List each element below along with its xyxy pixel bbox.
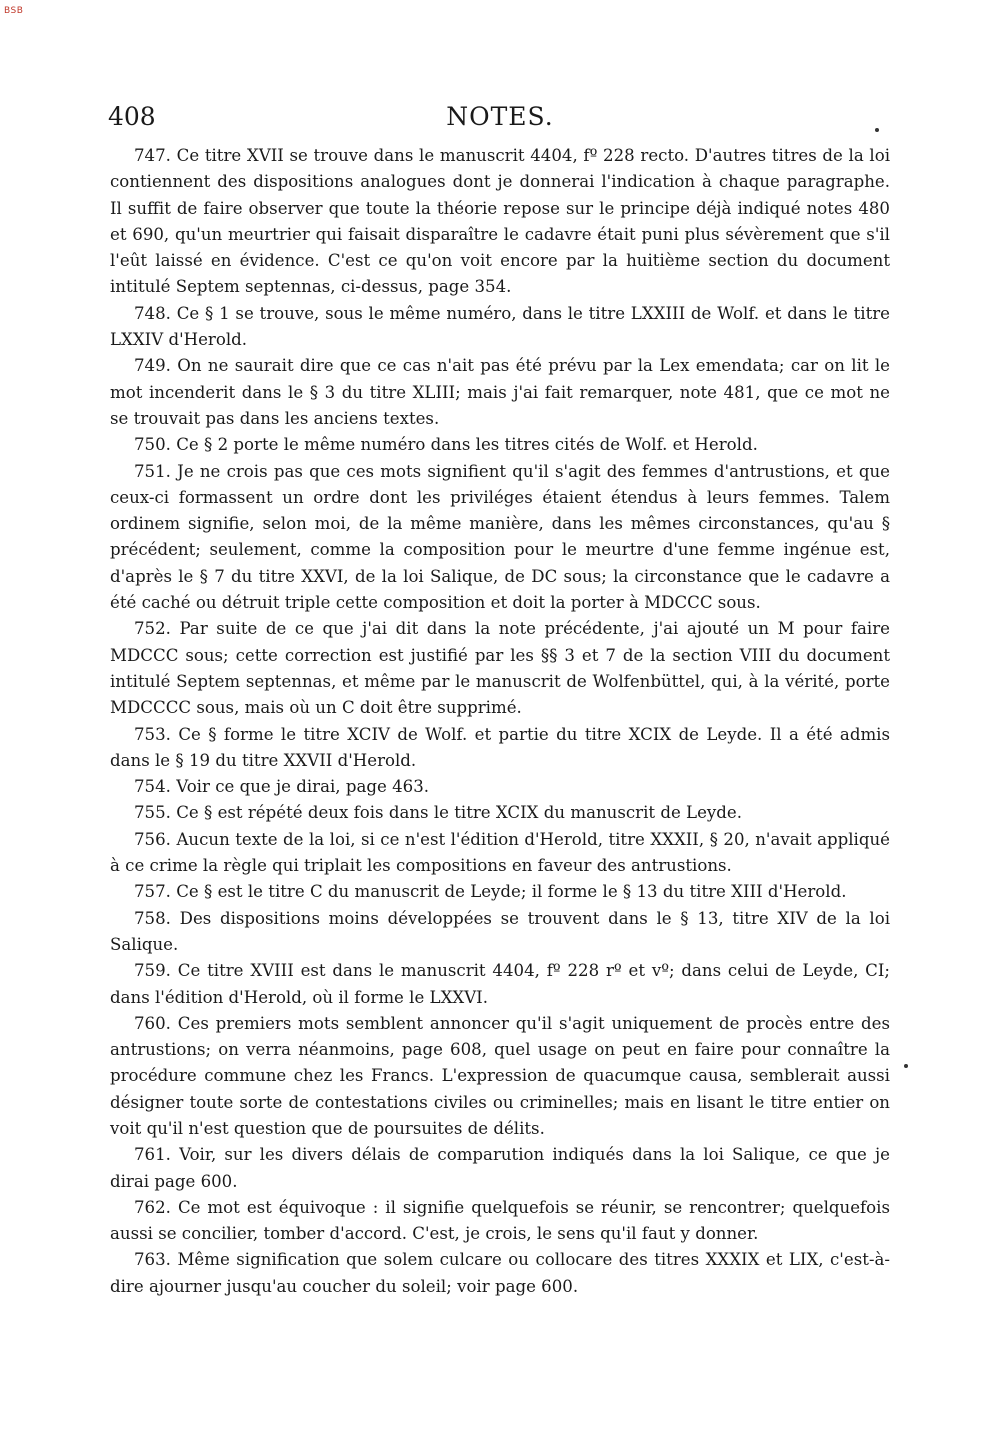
note-753 (110, 722, 890, 775)
note-757 (110, 879, 890, 905)
note-number: 756. (134, 829, 171, 849)
note-748 (110, 301, 890, 354)
note-number: 753. (134, 724, 171, 744)
note-text: On ne saurait dire que ce cas n'ait pas été prévu par la Lex emendata; car on lit le mot incenderit dans le § 3 du titre XLIII; mais j'ai fait remarquer, note 481, que ce mot ne se trouvait pas dans les anciens textes. (110, 356, 890, 428)
note-759 (110, 958, 890, 1011)
note-763 (110, 1247, 890, 1300)
note-751 (110, 459, 890, 617)
note-text: Je ne crois pas que ces mots signifient qu'il s'agit des femmes d'antrustions, et que ceux-ci formassent un ordre dont les priviléges étaient étendus à leurs femmes. Talem ordinem signifie, selon moi, de la même manière, dans les mêmes circonstances, qu'au § précédent; seulement, comme la composition pour le meurtre d'une femme ingénue est, d'après le § 7 du titre XXVI, de la loi Salique, de DC sous; la circonstance que le cadavre a été caché ou détruit triple cette composition et doit la porter à MDCCC sous. (110, 461, 890, 613)
note-762 (110, 1195, 890, 1248)
note-number: 751. (134, 461, 171, 481)
note-text: Ce § forme le titre XCIV de Wolf. et partie du titre XCIX de Leyde. Il a été admis dans le § 19 du titre XXVII d'Herold. (110, 724, 890, 770)
note-number: 758. (134, 908, 171, 928)
note-750 (110, 432, 890, 458)
note-number: 749. (134, 356, 171, 376)
note-755 (110, 800, 890, 826)
note-number: 763. (134, 1250, 171, 1270)
note-number: 760. (134, 1013, 171, 1033)
note-761 (110, 1142, 890, 1195)
note-text: Même signification que solem culcare ou collocare des titres XXXIX et LIX, c'est-à-dire ajourner jusqu'au coucher du soleil; voir page 600. (110, 1250, 890, 1296)
note-text: Des dispositions moins développées se trouvent dans le § 13, titre XIV de la loi Salique. (110, 908, 891, 954)
note-number: 761. (134, 1145, 171, 1165)
note-text: Par suite de ce que j'ai dit dans la note précédente, j'ai ajouté un M pour faire MDCCC sous; cette correction est justifié par les §§ 3 et 7 de la section VIII du document intitulé Septem septennas, et même par le manuscrit de Wolfenbüttel, qui, à la vérité, porte MDCCCC sous, mais où un C doit être supprimé. (110, 619, 890, 718)
note-text: Ce § 2 porte le même numéro dans les titres cités de Wolf. et Herold. (176, 435, 758, 455)
note-number: 754. (134, 777, 171, 797)
note-756 (110, 827, 890, 880)
note-number: 757. (134, 882, 171, 902)
note-text: Ce mot est équivoque : il signifie quelquefois se réunir, se rencontrer; quelquefois aussi se concilier, tomber d'accord. C'est, je crois, le sens qu'il faut y donner. (110, 1197, 890, 1244)
note-747 (110, 143, 890, 301)
note-number: 752. (134, 619, 171, 639)
note-number: 750. (134, 435, 171, 455)
notes-body (110, 143, 890, 1300)
note-text: Ce § est le titre C du manuscrit de Leyde; il forme le § 13 du titre XIII d'Herold. (176, 882, 847, 902)
note-749 (110, 353, 890, 432)
note-text: Ces premiers mots semblent annoncer qu'il s'agit uniquement de procès entre des antrustions; on verra néanmoins, page 608, quel usage on peut en faire pour connaître la procédure commune chez les Francs. L'expression de quacumque causa, semblerait aussi désigner toute sorte de contestations civiles ou criminelles; mais en lisant le titre entier on voit qu'il n'est question que de poursuites de délits. (110, 1013, 891, 1138)
note-text: Voir ce que je dirai, page 463. (176, 777, 430, 797)
note-752 (110, 616, 890, 721)
note-text: Ce titre XVIII est dans le manuscrit 4404, fº 228 rº et vº; dans celui de Leyde, CI; dans l'édition d'Herold, où il forme le LXXVI. (110, 961, 891, 1007)
note-number: 759. (134, 961, 171, 981)
note-text: Ce titre XVII se trouve dans le manuscrit 4404, fº 228 recto. D'autres titres de la loi contiennent des dispositions analogues dont je donnerai l'indication à chaque paragraphe. Il suffit de faire observer que toute la théorie repose sur le principe déjà indiqué notes 480 et 690, qu'un meurtrier qui faisait disparaître le cadavre était puni plus sévèrement que s'il l'eût laissé en évidence. C'est ce qu'on voit encore par la huitième section du document intitulé Septem septennas, ci-dessus, page 354. (110, 146, 891, 297)
note-text: Ce § est répété deux fois dans le titre XCIX du manuscrit de Leyde. (176, 803, 742, 823)
note-text: Ce § 1 se trouve, sous le même numéro, dans le titre LXXIII de Wolf. et dans le titre LXXIV d'Herold. (110, 303, 890, 350)
note-text: Aucun texte de la loi, si ce n'est l'édition d'Herold, titre XXXII, § 20, n'avait appliqué à ce crime la règle qui triplait les compositions en faveur des antrustions. (110, 829, 890, 876)
note-number: 747. (134, 146, 171, 165)
note-text: Voir, sur les divers délais de comparution indiqués dans la loi Salique, ce que je dirai page 600. (110, 1145, 890, 1191)
note-number: 748. (134, 303, 171, 323)
note-number: 755. (134, 803, 171, 823)
note-number: 762. (134, 1197, 171, 1217)
page-number: 408 (108, 102, 156, 131)
note-758 (110, 906, 890, 959)
running-head: NOTES. (446, 102, 554, 131)
note-760 (110, 1011, 890, 1142)
ink-speck (904, 1064, 908, 1068)
ink-speck (875, 128, 879, 132)
library-watermark: BSB (4, 6, 24, 16)
note-754 (110, 774, 890, 800)
